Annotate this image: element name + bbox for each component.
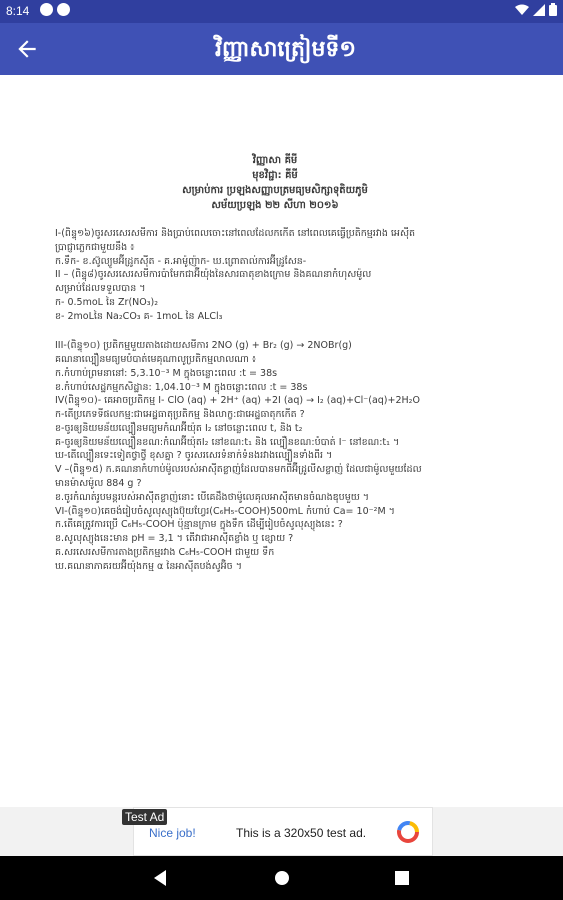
question-line: ខ.សូលុស្យុងនេះមាន pH = 3,1 ។ តើវាជាអាស៊ីតខ្លាំង ឬ ខ្សោយ ? bbox=[55, 533, 294, 545]
header-line: សម្រាប់ការ ប្រឡងសញ្ញាបត្រមធ្យមសិក្សាទុតិយភូមិ bbox=[182, 185, 368, 196]
question-line: ខ.ចូរកំណត់រូបមន្តរបស់អាស៊ីតខ្លាញ់នោះ បើគេដឹងថាម៉ូលេគុលអាសុីតមានចំណងឌុបមួយ ។ bbox=[55, 491, 370, 503]
nav-recents-icon[interactable] bbox=[392, 868, 412, 888]
sync-icon bbox=[57, 3, 70, 16]
question-line: ប្រាជ្ញាភ្លេកជាមួយនឹង ៖ bbox=[55, 241, 135, 253]
question-line: II – (ពិន្ទុ៨)ចូរសរសេរសមីការប៉ាមែកជាអ៊ីយ៉ុងនៃសារធាតុខាងក្រោម និងគណនាកំហុសម៉ូល bbox=[55, 269, 372, 281]
question-line: សម្រាប់ដែលទទួលបាន ។ bbox=[55, 283, 146, 295]
header-line: វិញ្ញាសា គីមី bbox=[252, 155, 298, 166]
ad-area bbox=[0, 807, 563, 856]
exam-content[interactable] bbox=[0, 75, 563, 807]
ad-logo-icon[interactable] bbox=[396, 820, 420, 844]
ad-label-badge: Test Ad bbox=[122, 809, 167, 825]
ad-text[interactable]: This is a 320x50 test ad. bbox=[236, 826, 367, 840]
status-time: 8:14 bbox=[6, 4, 30, 18]
signal-icon bbox=[533, 4, 545, 16]
app-bar bbox=[0, 23, 563, 75]
question-line: ខ-ចូរឲ្យនិយមន័យល្បឿនមធ្យមកំណអ៊ីយ៉ុត I₂ នៅចន្លោះពេល t, និង t₂ bbox=[55, 422, 303, 434]
question-line: III-(ពិន្ទុ១០) ប្រតិកម្មមួយតាងដោយសមីការ 2NO (g) + Br₂ (g) → 2NOBr(g) bbox=[55, 340, 352, 352]
ad-nice-job[interactable]: Nice job! bbox=[149, 826, 196, 840]
header-line: សម័យប្រឡង ២២ សីហា ២០១៦ bbox=[211, 200, 339, 211]
question-line: ខ- 2moLនៃ Na₂CO₃ គ- 1moL នៃ ALCl₃ bbox=[55, 310, 223, 322]
question-line: IV(ពិន្ទុ១០)- គេអាចប្រតិកម្ម I- ClO (aq) + 2H⁺ (aq) +2I (aq) → I₂ (aq)+Cl⁻(aq)+2H₂O bbox=[55, 395, 420, 407]
question-line: ក.តើគេត្រូវការប្រើ C₆H₅-COOH ប៉ុន្មានក្រាម ក្នុងទឹក ដើម្បីរៀបចំសូលុស្យុងនេះ ? bbox=[55, 519, 343, 531]
status-bar bbox=[0, 0, 563, 23]
notification-icon bbox=[40, 3, 53, 16]
question-line: ខ.កំហាប់សេដ្ឋកម្មកសិដ្ឋាន: 1,04.10⁻³ M ក្នុងចន្លោះពេល :t = 38s bbox=[55, 381, 308, 393]
back-arrow-icon[interactable] bbox=[14, 36, 40, 62]
question-line: ក.កំហាប់ព្រមនានៅ: 5,3.10⁻³ M ក្នុងចន្លោះពេល :t = 38s bbox=[55, 367, 278, 379]
nav-home-icon[interactable] bbox=[272, 868, 292, 888]
question-line: ឃ-តើល្បឿនទេះទៀតថ្វាថ្វី ខុសគ្នា ? ចូរសរសេរទំនាក់ទំនងរវាងល្បឿនទាំងពីរ ។ bbox=[55, 450, 333, 462]
question-line: ឃ.គណនាភាគរយអ៊ីយ៉ុងកម្ម α នៃអាស៊ីតបង់សូអ៊ិច ។ bbox=[55, 560, 242, 572]
exam-document bbox=[55, 153, 495, 573]
header-line: មុខវិជ្ជា: គីមី bbox=[252, 170, 298, 181]
question-line: I-(ពិន្ទុ១៦)ចូរសរសេរសមីការ និងប្រាប់ពេលចោះនៅពេលដែលកកើត នៅពេលគេធ្វើប្រតិកម្មរវាង អេស៊ីត bbox=[55, 228, 416, 239]
ad-banner[interactable] bbox=[133, 807, 433, 856]
question-line: V –(ពិន្ទុ១៥) ក.គណនាកំហាប់ម៉ូលរបស់អាស៊ីតខ្លាញ់ដែលបានមកពីអ៊ីដ្រូលីសខ្លាញ់ ដែលជាម៉ូលមួយដែល bbox=[55, 464, 422, 476]
question-line: ក-តើប្រភេទទីផលកម្ម:ជាអេដ្ឋធាតុប្រតិកម្ម និងលាក្ខ:ជាអេដ្ឋធាតុកកើត ? bbox=[55, 409, 305, 421]
battery-icon bbox=[549, 3, 557, 16]
question-line: គ-ចូរឲ្យនិយមន័យល្បឿនខណ:កំណអ៊ីយ៉ុតI₂ នៅខណ:t₁ និង ល្បឿនខណ:បំបាត់ I⁻ នៅខណ:t₁ ។ bbox=[55, 436, 400, 448]
question-line: ក.ទឹក- ខ.ស៊ូល្យូមអ៊ីដ្រូកស៊ីត - គ.អាម៉ូញ៉ាក- ឃ.ព្រោតាល់ការអ៊ីដ្រូសែន- bbox=[55, 255, 307, 267]
nav-back-icon[interactable] bbox=[151, 868, 171, 888]
question-line: ក- 0.5moL នៃ Zr(NO₃)₂ bbox=[55, 296, 159, 308]
page-title: វិញ្ញាសាត្រៀមទី១ bbox=[215, 37, 357, 62]
question-line: VI-(ពិន្ទុ១០)គេចង់រៀបចំសូលុស្យុងប៊ុយហ្វែរ(C₆H₅-COOH)500mL កំហាប់ Ca= 10⁻²M ។ bbox=[55, 505, 395, 517]
question-line: គ.សរសេរសមីការតាងប្រតិកម្មរវាង C₆H₅-COOH ជាមួយ ទឹក bbox=[55, 546, 275, 558]
exam-header bbox=[55, 153, 495, 213]
question-line: គណនាល្បឿនមធ្យមបំបាត់មេគុណាលូប្រតិកម្មលាលណា ៖ bbox=[55, 354, 257, 366]
question-line: មានម៉ាសម៉ូល 884 g ? bbox=[55, 478, 142, 490]
system-nav-bar bbox=[0, 856, 563, 900]
wifi-icon bbox=[515, 4, 529, 16]
